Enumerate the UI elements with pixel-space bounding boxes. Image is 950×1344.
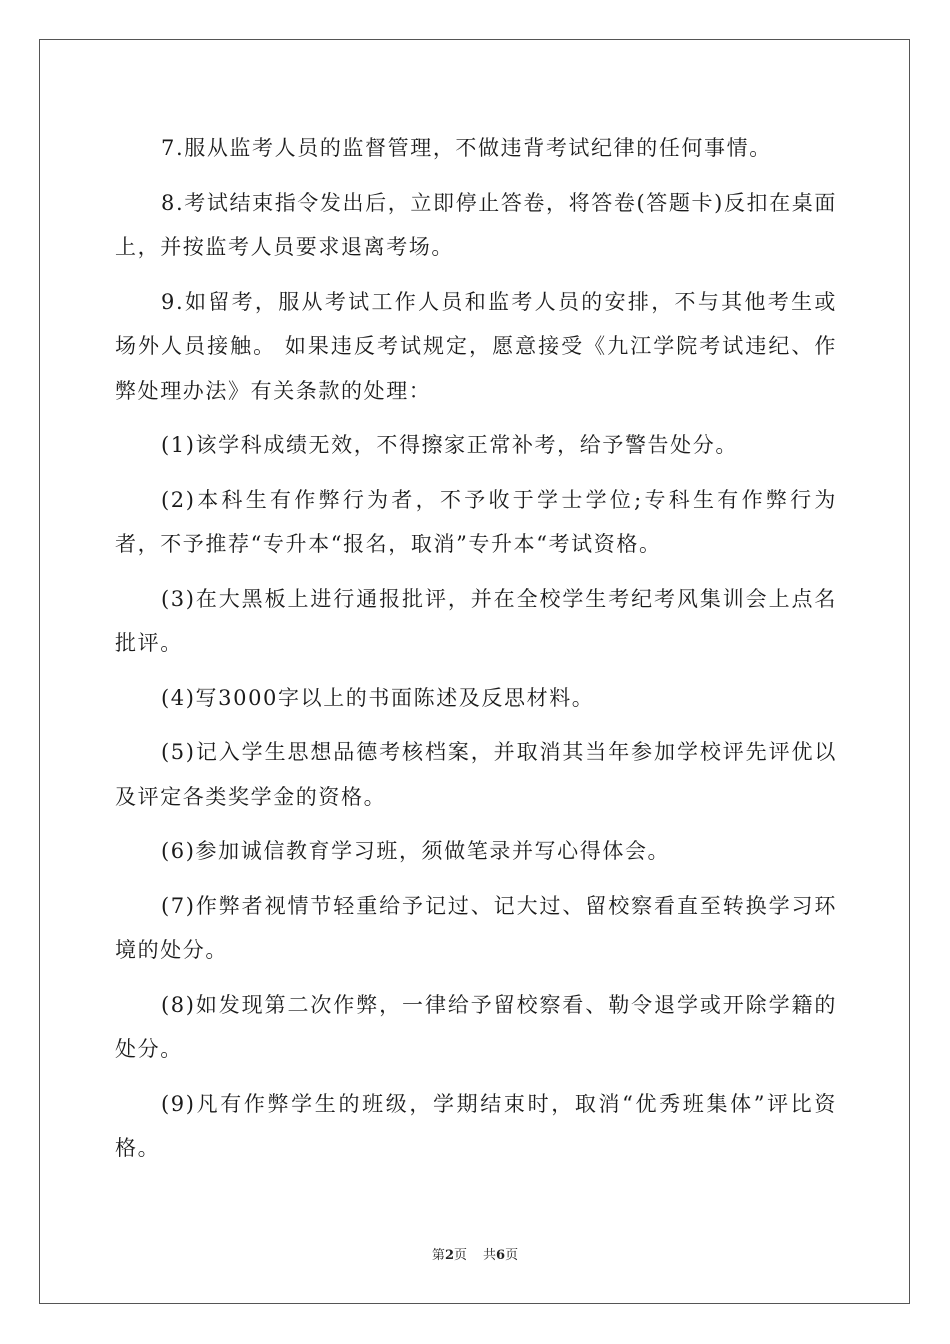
penalty-item-5: (5)记入学生思想品德考核档案，并取消其当年参加学校评先评优以及评定各类奖学金的资格。 [115,740,837,809]
penalty-item-7: (7)作弊者视情节轻重给予记过、记大过、留校察看直至转换学习环境的处分。 [115,893,837,962]
paragraph-item-8: 8.考试结束指令发出后，立即停止答卷，将答卷(答题卡)反扣在桌面上，并按监考人员要求退离考场。 [115,190,837,259]
paragraph-item-9: 9.如留考，服从考试工作人员和监考人员的安排，不与其他考生或场外人员接触。 如果违反考试规定，愿意接受《九江学院考试违纪、作弊处理办法》有关条款的处理： [115,289,837,403]
penalty-item-9: (9)凡有作弊学生的班级，学期结束时，取消“优秀班集体”评比资格。 [115,1091,837,1160]
total-suffix: 页 [505,1248,519,1263]
paragraph-item-7: 7.服从监考人员的监督管理，不做违背考试纪律的任何事情。 [161,136,772,160]
penalty-item-8: (8)如发现第二次作弊，一律给予留校察看、勒令退学或开除学籍的处分。 [115,992,837,1061]
total-prefix: 共 [483,1248,497,1263]
page-number: 2 [444,1248,454,1263]
page-suffix: 页 [453,1248,467,1263]
penalty-item-2: (2)本科生有作弊行为者，不予收于学士学位;专科生有作弊行为者，不予推荐“专升本“报名，取消”专升本“考试资格。 [115,487,837,556]
penalty-item-3: (3)在大黑板上进行通报批评，并在全校学生考纪考风集训会上点名批评。 [115,586,837,655]
penalty-item-1: (1)该学科成绩无效，不得擦家正常补考，给予警告处分。 [161,433,738,457]
page-prefix: 第 [431,1248,445,1263]
document-body [115,126,837,1171]
penalty-item-4: (4)写3000字以上的书面陈述及反思材料。 [161,685,595,710]
penalty-item-6: (6)参加诚信教育学习班，须做笔录并写心得体会。 [161,839,671,863]
page-footer [0,1248,950,1264]
page-total: 6 [496,1248,506,1263]
